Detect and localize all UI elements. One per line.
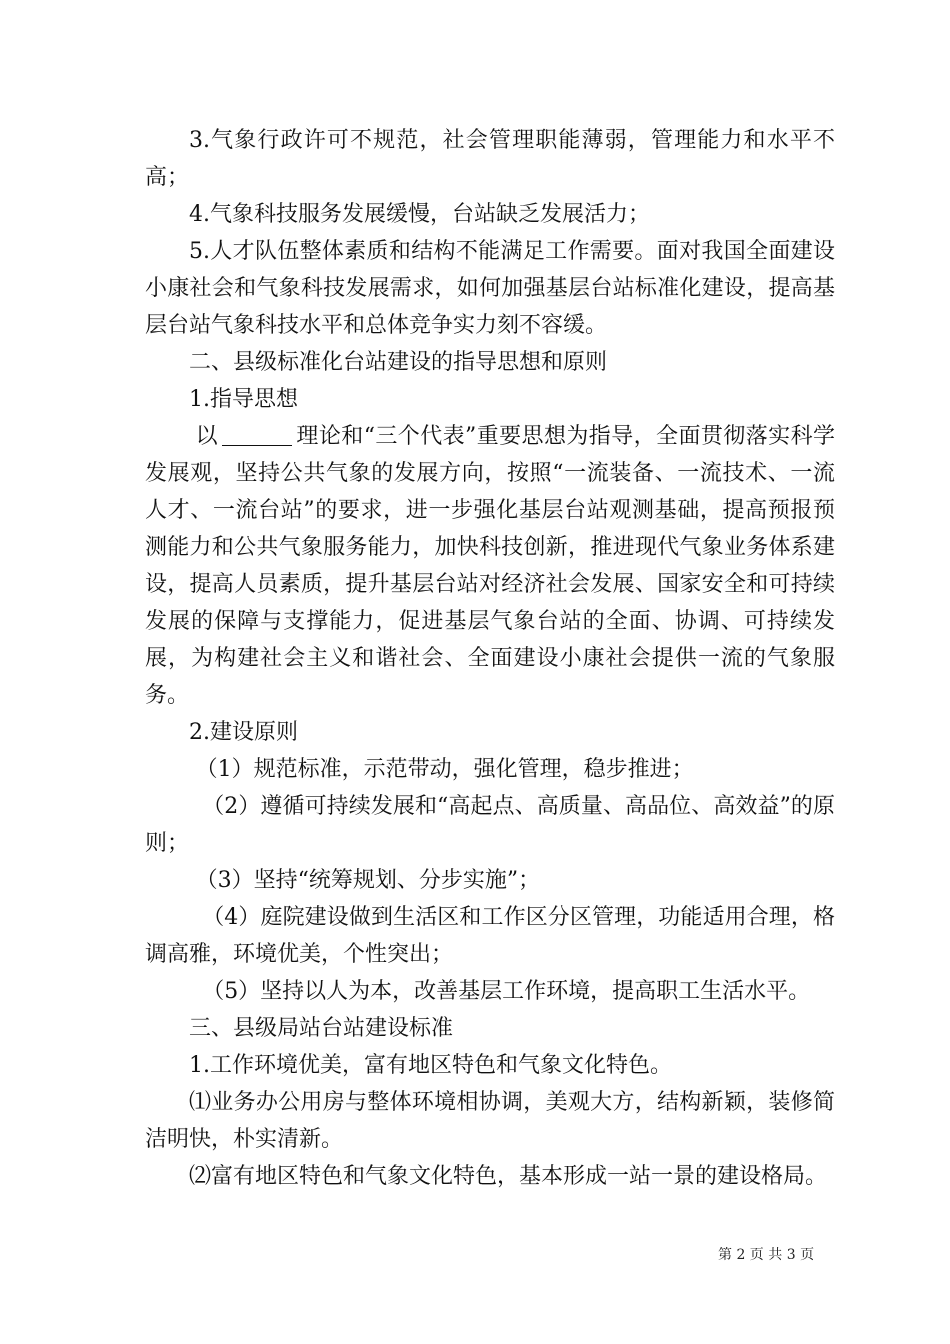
list-item: （3）坚持“统筹规划、分步实施”； [195,868,541,893]
paragraph: 5.人才队伍整体素质和结构不能满足工作需要。面对我国全面建设小康社会和气象科技发展需求，如何加强基层台站标准化建设，提高基层台站气象科技水平和总体竞争实力刻不容缓。 [145,239,835,338]
subsection-heading: 2.建设原则 [189,720,298,745]
list-item: （1）规范标准，示范带动，强化管理，稳步推进； [195,757,694,782]
paragraph: 4.气象科技服务发展缓慢，台站缺乏发展活力； [189,202,650,227]
list-item: ⑴业务办公用房与整体环境相协调，美观大方，结构新颖，装修简洁明快，朴实清新。 [145,1090,835,1152]
subsection-heading: 1.工作环境优美，富有地区特色和气象文化特色。 [189,1053,672,1078]
list-item: ⑵富有地区特色和气象文化特色，基本形成一站一景的建设格局。 [189,1164,828,1189]
list-item: （4）庭院建设做到生活区和工作区分区管理，功能适用合理，格调高雅，环境优美，个性突出； [145,905,835,967]
paragraph-with-blank [145,418,835,714]
subsection-heading: 1.指导思想 [189,387,298,412]
paragraph-rest: 理论和“三个代表”重要思想为指导，全面贯彻落实科学发展观，坚持公共气象的发展方向，按照“一流装备、一流技术、一流人才、一流台站”的要求，进一步强化基层台站观测基础，提高预报预测能力和公共气象服务能力，加快科技创新，推进现代气象业务体系建设，提高人员素质，提升基层台站对经济社会发展、国家安全和可持续发展的保障与支撑能力，促进基层气象台站的全面、协调、可持续发展，为构建社会主义和谐社会、全面建设小康社会提供一流的气象服务。 [145,424,835,708]
list-item: （5）坚持以人为本，改善基层工作环境，提高职工生活水平。 [202,979,811,1004]
paragraph-lead: 以 [195,424,219,449]
list-item: （2）遵循可持续发展和“高起点、高质量、高品位、高效益”的原则； [145,794,835,856]
blank-underline [222,423,292,446]
paragraph: 3.气象行政许可不规范，社会管理职能薄弱，管理能力和水平不高； [145,128,835,190]
page-number: 第 2 页 共 3 页 [718,1247,815,1263]
document-body [145,122,835,1195]
section-heading: 二、县级标准化台站建设的指导思想和原则 [189,350,608,375]
section-heading: 三、县级局站台站建设标准 [189,1016,454,1041]
